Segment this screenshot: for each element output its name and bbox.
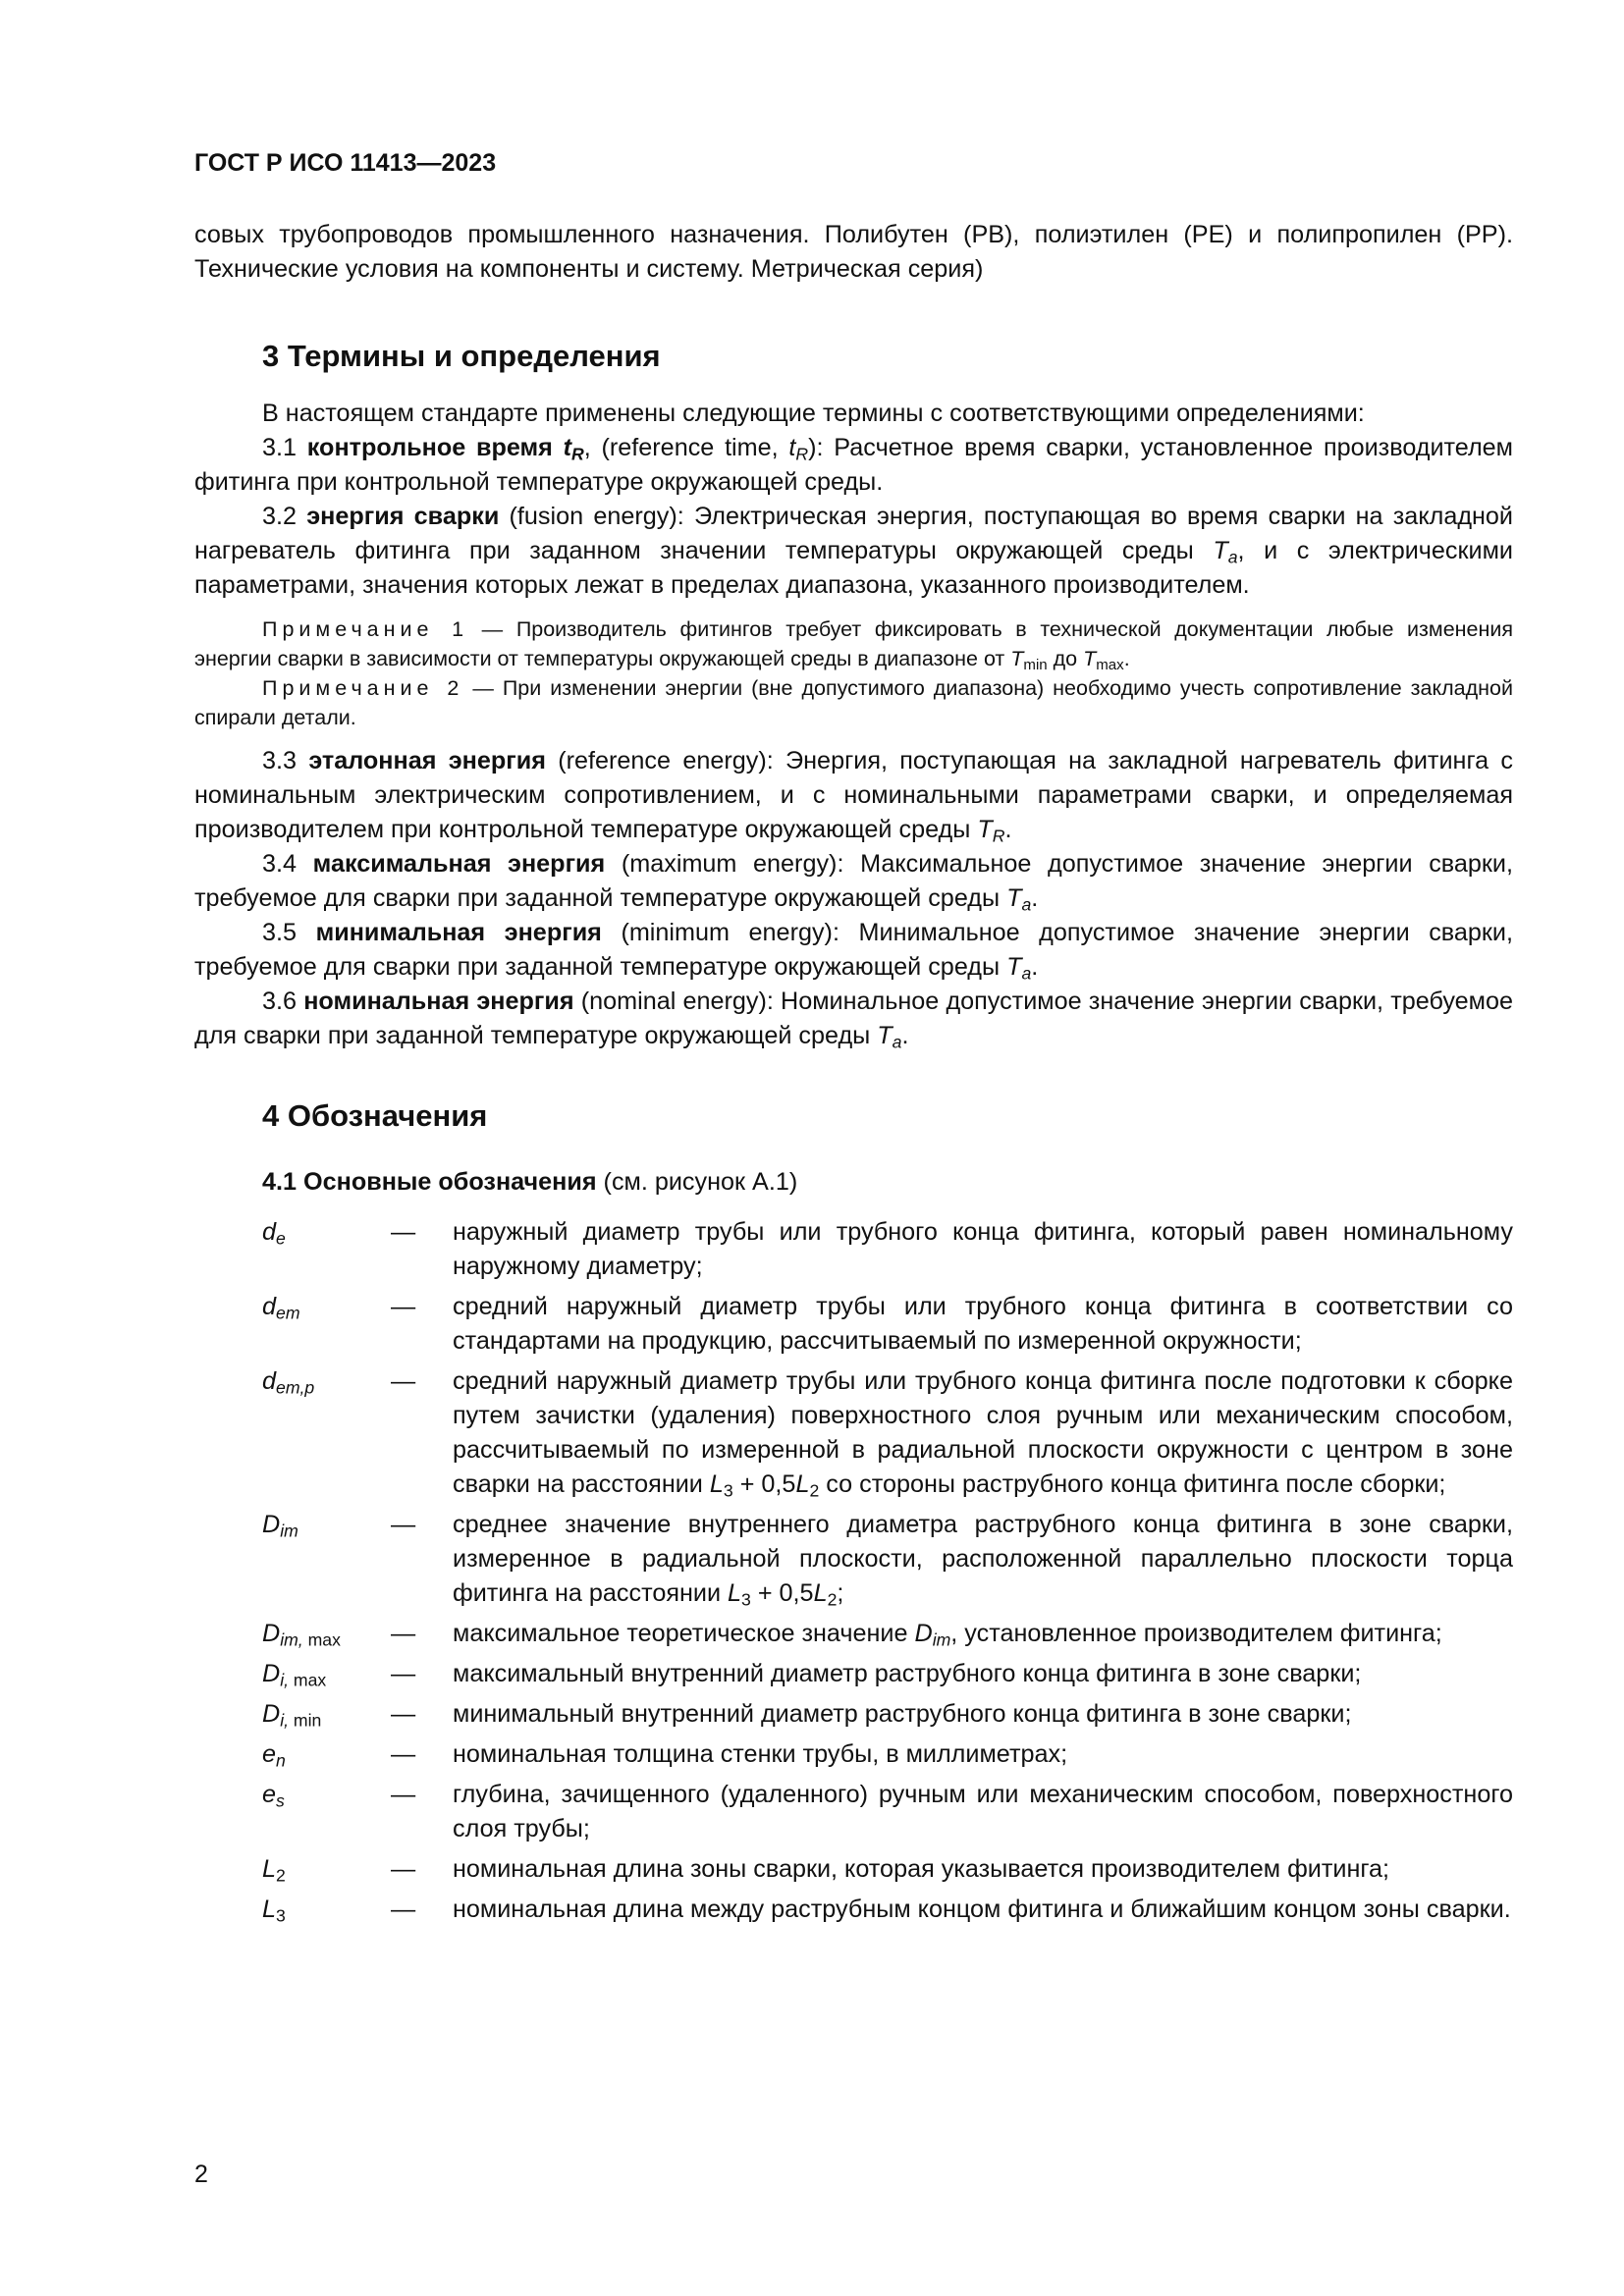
symbol-definition: средний наружный диаметр трубы или трубного конца фитинга после подготовки к сборке путем зачистки (удаления) поверхностного слоя ручным или механическим способом, рассчитываемый по измеренной в радиальной плоскости окружности с центром в зоне сварки на расстоянии $L_3 + 0,5L_2$ со стороны раструбного конца фитинга после сборки;: [453, 1367, 1513, 1501]
term-3-6: 3.6 номинальная энергия (nominal energy): Номинальное допустимое значение энергии сварки, требуемое для сварки при заданной температуре окружающей среды $T_a$.: [194, 988, 1513, 1052]
section-3-heading: 3 Термины и определения: [262, 339, 661, 373]
symbol-definition: максимальный внутренний диаметр раструбного конца фитинга в зоне сварки;: [453, 1660, 1362, 1687]
symbol-definition: максимальное теоретическое значение $D_{im}$, установленное производителем фитинга;: [453, 1620, 1442, 1650]
symbol-dash: —: [391, 1660, 416, 1687]
note-2: Примечание 2 — При изменении энергии (вне допустимого диапазона) необходимо учесть сопротивление закладной спирали детали.: [194, 676, 1513, 729]
symbol: $D_{i, min}$: [262, 1700, 322, 1731]
symbol: $e_n$: [262, 1740, 286, 1771]
symbol: $D_{i, max}$: [262, 1660, 327, 1690]
page-content: [194, 218, 1513, 1933]
symbol-definition: номинальная длина зоны сварки, которая указывается производителем фитинга;: [453, 1855, 1390, 1883]
symbol-definition: глубина, зачищенного (удаленного) ручным или механическим способом, поверхностного слоя трубы;: [453, 1781, 1513, 1842]
page-number: 2: [194, 2161, 208, 2188]
symbol-row: [194, 1852, 1513, 1887]
symbol-dash: —: [391, 1781, 416, 1808]
section-3-lead: В настоящем стандарте применены следующие термины с соответствующими определениями:: [262, 400, 1365, 427]
symbol: $d_e$: [262, 1218, 286, 1249]
symbol-definition: среднее значение внутреннего диаметра раструбного конца фитинга в зоне сварки, измеренное в радиальной плоскости, расположенной параллельно плоскости торца фитинга на расстоянии $L_3 + 0,5L_2$;: [453, 1511, 1513, 1610]
symbol-definition: средний наружный диаметр трубы или трубного конца фитинга в соответствии со стандартами на продукцию, рассчитываемый по измеренной окружности;: [453, 1293, 1513, 1355]
symbol-dash: —: [391, 1896, 416, 1923]
symbol: $L_2$: [262, 1855, 286, 1886]
symbol-definition: наружный диаметр трубы или трубного конца фитинга, который равен номинальному наружному диаметру;: [453, 1218, 1513, 1280]
symbol-dash: —: [391, 1700, 416, 1728]
note-1: Примечание 1 — Производитель фитингов требует фиксировать в технической документации любые изменения энергии сварки в зависимости от температуры окружающей среды в диапазоне от $T_{min}$ до $T_{max}$.: [194, 617, 1514, 673]
subsection-4-1-heading: 4.1 Основные обозначения (см. рисунок А.1): [262, 1168, 798, 1196]
symbol-dash: —: [391, 1855, 416, 1883]
intro-paragraph: совых трубопроводов промышленного назначения. Полибутен (PB), полиэтилен (PE) и полипропилен (PP). Технические условия на компоненты и систему. Метрическая серия): [194, 221, 1513, 283]
symbol-dash: —: [391, 1367, 416, 1395]
symbol: $e_s$: [262, 1781, 285, 1811]
symbol-dash: —: [391, 1620, 416, 1647]
section-4-heading: 4 Обозначения: [262, 1098, 488, 1133]
term-3-4: 3.4 максимальная энергия (maximum energy): Максимальное допустимое значение энергии сварки, требуемое для сварки при заданной температуре окружающей среды $T_a$.: [194, 850, 1513, 915]
symbol: $d_{em,p}$: [262, 1367, 315, 1398]
symbol: $d_{em}$: [262, 1293, 300, 1323]
symbol-row: [194, 1215, 1513, 1284]
symbol-row: [194, 1290, 1513, 1359]
symbol-row: [194, 1364, 1513, 1502]
symbol-row: [194, 1617, 1513, 1651]
symbol-definition: номинальная толщина стенки трубы, в миллиметрах;: [453, 1740, 1068, 1768]
term-3-2: 3.2 энергия сварки (fusion energy): Электрическая энергия, поступающая во время сварки на закладной нагреватель фитинга при заданном значении температуры окружающей среды $T_a$, и с электрическими параметрами, значения которых лежат в пределах диапазона, указанного производителем.: [194, 503, 1514, 599]
symbol-row: [194, 1737, 1513, 1772]
symbol-definition: минимальный внутренний диаметр раструбного конца фитинга в зоне сварки;: [453, 1700, 1352, 1728]
symbol-definition: номинальная длина между раструбным концом фитинга и ближайшим концом зоны сварки.: [453, 1896, 1511, 1923]
symbol-row: [194, 1508, 1513, 1611]
symbol-row: [194, 1778, 1513, 1846]
symbol-row: [194, 1657, 1513, 1691]
symbol-row: [194, 1893, 1513, 1927]
term-3-1: 3.1 контрольное время $t_R$, (reference time, $t_R$): Расчетное время сварки, установленное производителем фитинга при контрольной температуре окружающей среды.: [194, 434, 1513, 496]
symbol-dash: —: [391, 1293, 416, 1320]
term-3-5: 3.5 минимальная энергия (minimum energy): Минимальное допустимое значение энергии сварки, требуемое для сварки при заданной температуре окружающей среды $T_a$.: [194, 919, 1513, 984]
term-3-3: 3.3 эталонная энергия (reference energy): Энергия, поступающая на закладной нагреватель фитинга с номинальным электрическим сопротивлением, и с номинальными параметрами сварки, и определяемая производителем при контрольной температуре окружающей среды $T_R$.: [194, 747, 1513, 846]
document-header: ГОСТ Р ИСО 11413—2023: [194, 149, 497, 177]
symbol-dash: —: [391, 1218, 416, 1246]
symbol: $D_{im}$: [262, 1511, 298, 1541]
symbol-dash: —: [391, 1511, 416, 1538]
symbol: $D_{im, max}$: [262, 1620, 341, 1650]
symbol-dash: —: [391, 1740, 416, 1768]
symbol: $L_3$: [262, 1896, 286, 1926]
symbol-row: [194, 1697, 1513, 1732]
symbol-list: [194, 1215, 1513, 1927]
